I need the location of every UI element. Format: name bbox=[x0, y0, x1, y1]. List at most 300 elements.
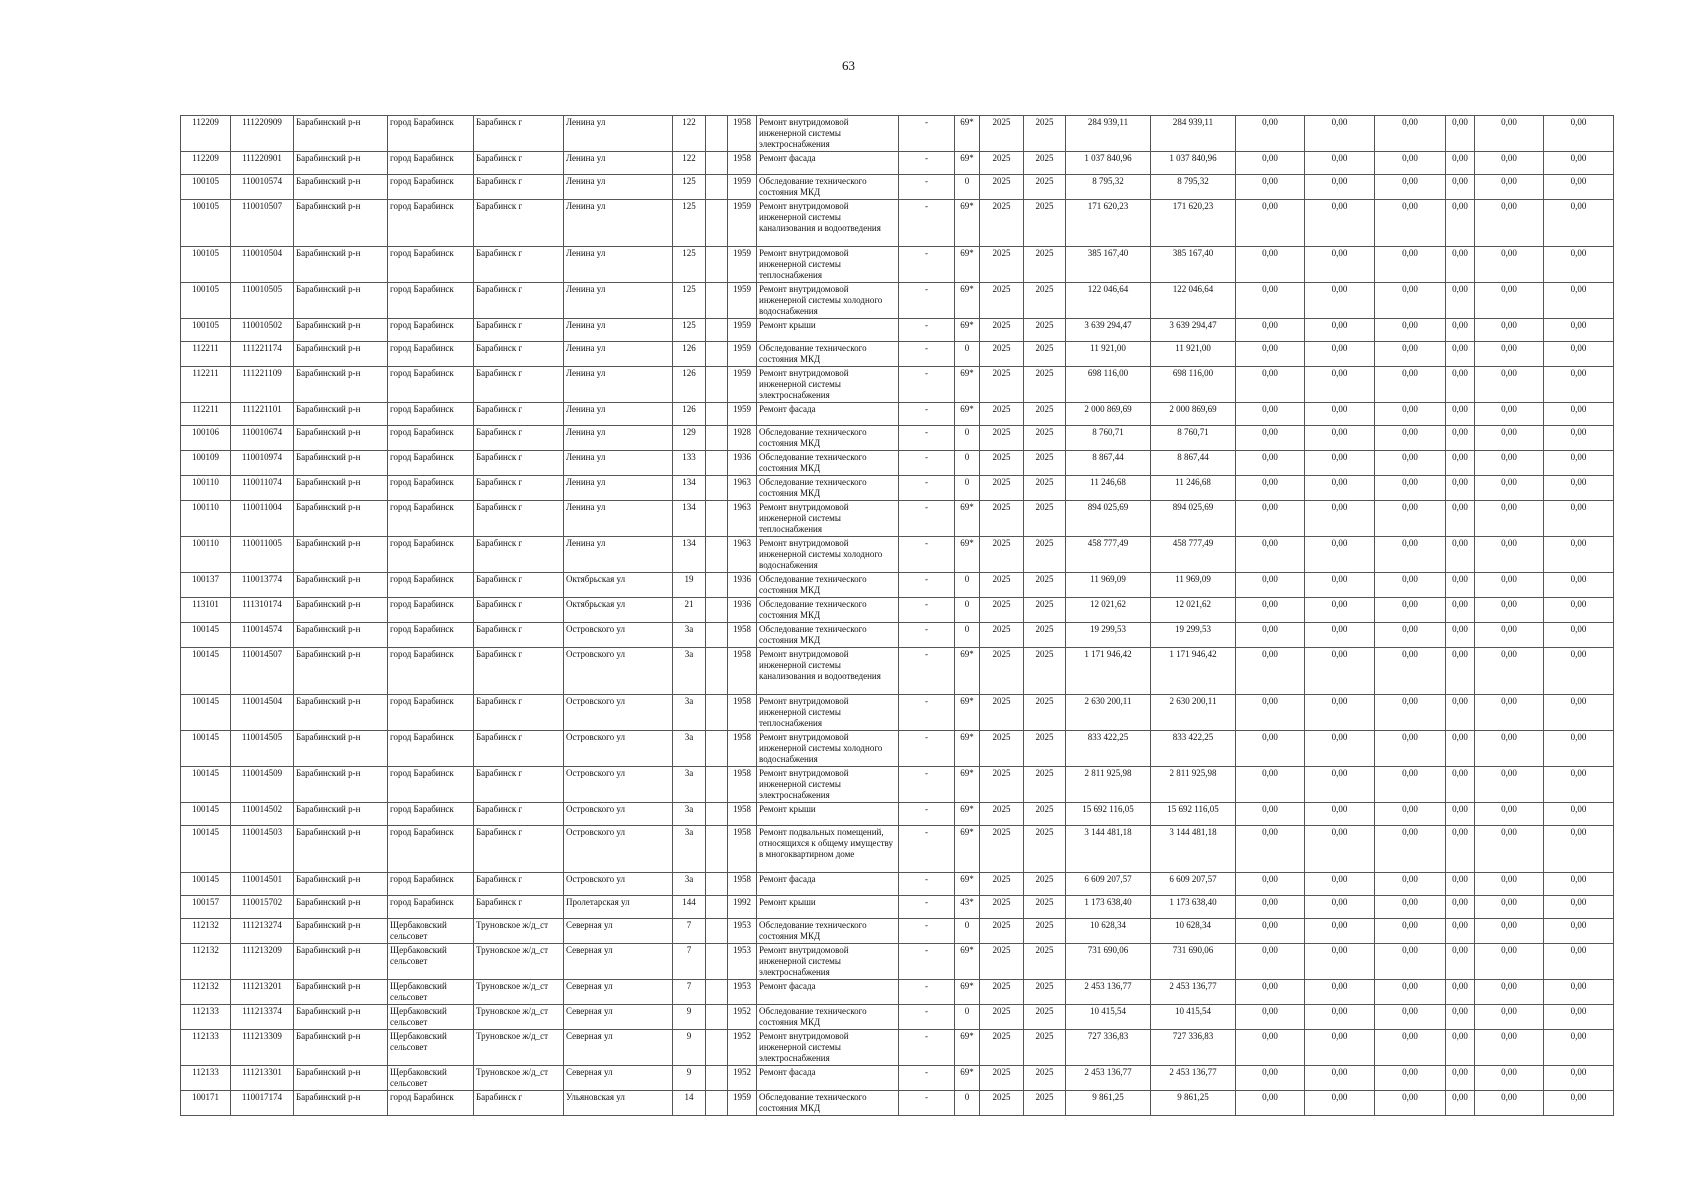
district-cell: Барабинский р-н bbox=[294, 319, 388, 342]
work-type-cell: Ремонт фасада bbox=[757, 152, 899, 175]
table-row bbox=[181, 476, 1614, 501]
end-year-cell: 2025 bbox=[1024, 426, 1066, 451]
start-year-cell: 2025 bbox=[980, 342, 1024, 367]
federal-funds-cell: 0,00 bbox=[1236, 175, 1305, 200]
object-code-cell: 100157 bbox=[181, 896, 231, 919]
other-funds-cell: 0,00 bbox=[1475, 367, 1544, 403]
district-cell: Барабинский р-н bbox=[294, 803, 388, 826]
object-code-cell: 100145 bbox=[181, 826, 231, 873]
build-year-cell: 1958 bbox=[728, 826, 757, 873]
start-year-cell: 2025 bbox=[980, 648, 1024, 695]
regional-funds-cell: 0,00 bbox=[1305, 342, 1375, 367]
local-funds-cell: 0,00 bbox=[1375, 342, 1446, 367]
street-cell: Октябрьская ул bbox=[564, 573, 673, 598]
other-funds-cell: 0,00 bbox=[1475, 1005, 1544, 1030]
table-row bbox=[181, 919, 1614, 944]
fund-cost-cell: 2 000 869,69 bbox=[1151, 403, 1236, 426]
regional-funds-cell: 0,00 bbox=[1305, 623, 1375, 648]
federal-funds-cell: 0,00 bbox=[1236, 1066, 1305, 1091]
table-row bbox=[181, 873, 1614, 896]
work-type-cell: Ремонт внутридомовой инженерной системы теплоснабжения bbox=[757, 247, 899, 283]
settlement-cell: Барабинск г bbox=[474, 152, 564, 175]
work-code-cell: 110013774 bbox=[231, 573, 294, 598]
local-funds-cell: 0,00 bbox=[1375, 695, 1446, 731]
work-code-cell: 110014502 bbox=[231, 803, 294, 826]
work-type-cell: Ремонт внутридомовой инженерной системы канализования и водоотведения bbox=[757, 200, 899, 247]
capital-repair-table bbox=[180, 115, 1614, 1116]
federal-funds-cell: 0,00 bbox=[1236, 116, 1305, 152]
build-year-cell: 1952 bbox=[728, 1066, 757, 1091]
extra-funds-cell: 0,00 bbox=[1544, 919, 1614, 944]
wear-percent-cell: 0 bbox=[955, 1091, 980, 1116]
municipality-cell: Щербаковский сельсовет bbox=[388, 980, 474, 1005]
extra-funds-cell: 0,00 bbox=[1544, 803, 1614, 826]
other-funds-cell: 0,00 bbox=[1475, 695, 1544, 731]
local-funds-cell: 0,00 bbox=[1375, 451, 1446, 476]
settlement-cell: Труновское ж/д_ст bbox=[474, 1005, 564, 1030]
building-cell bbox=[706, 537, 728, 573]
municipality-cell: город Барабинск bbox=[388, 1091, 474, 1116]
municipality-cell: город Барабинск bbox=[388, 175, 474, 200]
fund-cost-cell: 11 969,09 bbox=[1151, 573, 1236, 598]
object-code-cell: 100145 bbox=[181, 767, 231, 803]
end-year-cell: 2025 bbox=[1024, 1066, 1066, 1091]
build-year-cell: 1992 bbox=[728, 896, 757, 919]
building-cell bbox=[706, 944, 728, 980]
settlement-cell: Барабинск г bbox=[474, 451, 564, 476]
end-year-cell: 2025 bbox=[1024, 803, 1066, 826]
other-funds-cell: 0,00 bbox=[1475, 573, 1544, 598]
table-row bbox=[181, 342, 1614, 367]
total-cost-cell: 122 046,64 bbox=[1066, 283, 1151, 319]
local-funds-cell: 0,00 bbox=[1375, 426, 1446, 451]
unit-cell: - bbox=[899, 426, 955, 451]
wear-percent-cell: 69* bbox=[955, 152, 980, 175]
work-code-cell: 110011074 bbox=[231, 476, 294, 501]
owner-funds-cell: 0,00 bbox=[1446, 1030, 1475, 1066]
unit-cell: - bbox=[899, 873, 955, 896]
end-year-cell: 2025 bbox=[1024, 367, 1066, 403]
district-cell: Барабинский р-н bbox=[294, 648, 388, 695]
regional-funds-cell: 0,00 bbox=[1305, 648, 1375, 695]
regional-funds-cell: 0,00 bbox=[1305, 803, 1375, 826]
object-code-cell: 100145 bbox=[181, 648, 231, 695]
object-code-cell: 100145 bbox=[181, 803, 231, 826]
local-funds-cell: 0,00 bbox=[1375, 476, 1446, 501]
house-number-cell: 134 bbox=[673, 537, 706, 573]
object-code-cell: 100145 bbox=[181, 695, 231, 731]
building-cell bbox=[706, 623, 728, 648]
municipality-cell: город Барабинск bbox=[388, 767, 474, 803]
end-year-cell: 2025 bbox=[1024, 944, 1066, 980]
building-cell bbox=[706, 826, 728, 873]
federal-funds-cell: 0,00 bbox=[1236, 598, 1305, 623]
district-cell: Барабинский р-н bbox=[294, 476, 388, 501]
extra-funds-cell: 0,00 bbox=[1544, 403, 1614, 426]
building-cell bbox=[706, 896, 728, 919]
federal-funds-cell: 0,00 bbox=[1236, 319, 1305, 342]
wear-percent-cell: 69* bbox=[955, 873, 980, 896]
owner-funds-cell: 0,00 bbox=[1446, 283, 1475, 319]
regional-funds-cell: 0,00 bbox=[1305, 767, 1375, 803]
other-funds-cell: 0,00 bbox=[1475, 944, 1544, 980]
extra-funds-cell: 0,00 bbox=[1544, 1030, 1614, 1066]
object-code-cell: 113101 bbox=[181, 598, 231, 623]
extra-funds-cell: 0,00 bbox=[1544, 767, 1614, 803]
fund-cost-cell: 284 939,11 bbox=[1151, 116, 1236, 152]
build-year-cell: 1959 bbox=[728, 1091, 757, 1116]
local-funds-cell: 0,00 bbox=[1375, 623, 1446, 648]
wear-percent-cell: 69* bbox=[955, 731, 980, 767]
district-cell: Барабинский р-н bbox=[294, 1030, 388, 1066]
build-year-cell: 1963 bbox=[728, 476, 757, 501]
regional-funds-cell: 0,00 bbox=[1305, 200, 1375, 247]
district-cell: Барабинский р-н bbox=[294, 200, 388, 247]
fund-cost-cell: 2 630 200,11 bbox=[1151, 695, 1236, 731]
settlement-cell: Труновское ж/д_ст bbox=[474, 944, 564, 980]
other-funds-cell: 0,00 bbox=[1475, 648, 1544, 695]
owner-funds-cell: 0,00 bbox=[1446, 919, 1475, 944]
extra-funds-cell: 0,00 bbox=[1544, 1005, 1614, 1030]
house-number-cell: 14 bbox=[673, 1091, 706, 1116]
municipality-cell: город Барабинск bbox=[388, 116, 474, 152]
fund-cost-cell: 2 453 136,77 bbox=[1151, 980, 1236, 1005]
district-cell: Барабинский р-н bbox=[294, 695, 388, 731]
regional-funds-cell: 0,00 bbox=[1305, 476, 1375, 501]
local-funds-cell: 0,00 bbox=[1375, 803, 1446, 826]
regional-funds-cell: 0,00 bbox=[1305, 919, 1375, 944]
federal-funds-cell: 0,00 bbox=[1236, 944, 1305, 980]
regional-funds-cell: 0,00 bbox=[1305, 1005, 1375, 1030]
work-code-cell: 110010504 bbox=[231, 247, 294, 283]
start-year-cell: 2025 bbox=[980, 573, 1024, 598]
municipality-cell: город Барабинск bbox=[388, 573, 474, 598]
total-cost-cell: 1 173 638,40 bbox=[1066, 896, 1151, 919]
total-cost-cell: 10 628,34 bbox=[1066, 919, 1151, 944]
wear-percent-cell: 69* bbox=[955, 501, 980, 537]
table-row bbox=[181, 283, 1614, 319]
regional-funds-cell: 0,00 bbox=[1305, 944, 1375, 980]
fund-cost-cell: 833 422,25 bbox=[1151, 731, 1236, 767]
building-cell bbox=[706, 919, 728, 944]
work-type-cell: Ремонт внутридомовой инженерной системы теплоснабжения bbox=[757, 695, 899, 731]
table-row bbox=[181, 695, 1614, 731]
street-cell: Островского ул bbox=[564, 695, 673, 731]
municipality-cell: Щербаковский сельсовет bbox=[388, 1066, 474, 1091]
start-year-cell: 2025 bbox=[980, 367, 1024, 403]
building-cell bbox=[706, 403, 728, 426]
table-row bbox=[181, 247, 1614, 283]
local-funds-cell: 0,00 bbox=[1375, 980, 1446, 1005]
work-code-cell: 110011004 bbox=[231, 501, 294, 537]
object-code-cell: 100106 bbox=[181, 426, 231, 451]
build-year-cell: 1963 bbox=[728, 501, 757, 537]
house-number-cell: 7 bbox=[673, 944, 706, 980]
wear-percent-cell: 0 bbox=[955, 598, 980, 623]
settlement-cell: Барабинск г bbox=[474, 116, 564, 152]
object-code-cell: 112132 bbox=[181, 919, 231, 944]
settlement-cell: Барабинск г bbox=[474, 803, 564, 826]
district-cell: Барабинский р-н bbox=[294, 826, 388, 873]
house-number-cell: 3а bbox=[673, 731, 706, 767]
house-number-cell: 126 bbox=[673, 403, 706, 426]
local-funds-cell: 0,00 bbox=[1375, 247, 1446, 283]
object-code-cell: 112132 bbox=[181, 944, 231, 980]
total-cost-cell: 11 921,00 bbox=[1066, 342, 1151, 367]
object-code-cell: 112133 bbox=[181, 1005, 231, 1030]
other-funds-cell: 0,00 bbox=[1475, 319, 1544, 342]
owner-funds-cell: 0,00 bbox=[1446, 116, 1475, 152]
street-cell: Островского ул bbox=[564, 826, 673, 873]
start-year-cell: 2025 bbox=[980, 896, 1024, 919]
municipality-cell: город Барабинск bbox=[388, 367, 474, 403]
owner-funds-cell: 0,00 bbox=[1446, 152, 1475, 175]
district-cell: Барабинский р-н bbox=[294, 537, 388, 573]
municipality-cell: город Барабинск bbox=[388, 476, 474, 501]
end-year-cell: 2025 bbox=[1024, 451, 1066, 476]
district-cell: Барабинский р-н bbox=[294, 944, 388, 980]
house-number-cell: 133 bbox=[673, 451, 706, 476]
street-cell: Ленина ул bbox=[564, 342, 673, 367]
building-cell bbox=[706, 319, 728, 342]
other-funds-cell: 0,00 bbox=[1475, 283, 1544, 319]
building-cell bbox=[706, 1005, 728, 1030]
build-year-cell: 1953 bbox=[728, 944, 757, 980]
start-year-cell: 2025 bbox=[980, 695, 1024, 731]
work-type-cell: Обследование технического состояния МКД bbox=[757, 919, 899, 944]
settlement-cell: Барабинск г bbox=[474, 403, 564, 426]
house-number-cell: 3а bbox=[673, 803, 706, 826]
municipality-cell: город Барабинск bbox=[388, 152, 474, 175]
build-year-cell: 1958 bbox=[728, 767, 757, 803]
federal-funds-cell: 0,00 bbox=[1236, 803, 1305, 826]
start-year-cell: 2025 bbox=[980, 247, 1024, 283]
work-code-cell: 110014503 bbox=[231, 826, 294, 873]
end-year-cell: 2025 bbox=[1024, 116, 1066, 152]
owner-funds-cell: 0,00 bbox=[1446, 319, 1475, 342]
work-code-cell: 111220909 bbox=[231, 116, 294, 152]
district-cell: Барабинский р-н bbox=[294, 598, 388, 623]
other-funds-cell: 0,00 bbox=[1475, 116, 1544, 152]
other-funds-cell: 0,00 bbox=[1475, 152, 1544, 175]
local-funds-cell: 0,00 bbox=[1375, 403, 1446, 426]
extra-funds-cell: 0,00 bbox=[1544, 573, 1614, 598]
build-year-cell: 1959 bbox=[728, 175, 757, 200]
fund-cost-cell: 8 760,71 bbox=[1151, 426, 1236, 451]
table-row bbox=[181, 980, 1614, 1005]
start-year-cell: 2025 bbox=[980, 826, 1024, 873]
end-year-cell: 2025 bbox=[1024, 200, 1066, 247]
total-cost-cell: 385 167,40 bbox=[1066, 247, 1151, 283]
build-year-cell: 1936 bbox=[728, 598, 757, 623]
building-cell bbox=[706, 1030, 728, 1066]
wear-percent-cell: 69* bbox=[955, 767, 980, 803]
unit-cell: - bbox=[899, 283, 955, 319]
house-number-cell: 3а bbox=[673, 873, 706, 896]
owner-funds-cell: 0,00 bbox=[1446, 426, 1475, 451]
other-funds-cell: 0,00 bbox=[1475, 200, 1544, 247]
unit-cell: - bbox=[899, 1066, 955, 1091]
work-code-cell: 111221101 bbox=[231, 403, 294, 426]
settlement-cell: Барабинск г bbox=[474, 767, 564, 803]
other-funds-cell: 0,00 bbox=[1475, 598, 1544, 623]
district-cell: Барабинский р-н bbox=[294, 426, 388, 451]
settlement-cell: Труновское ж/д_ст bbox=[474, 1030, 564, 1066]
street-cell: Островского ул bbox=[564, 623, 673, 648]
street-cell: Островского ул bbox=[564, 803, 673, 826]
street-cell: Ульяновская ул bbox=[564, 1091, 673, 1116]
build-year-cell: 1953 bbox=[728, 919, 757, 944]
house-number-cell: 134 bbox=[673, 476, 706, 501]
unit-cell: - bbox=[899, 342, 955, 367]
district-cell: Барабинский р-н bbox=[294, 623, 388, 648]
house-number-cell: 3а bbox=[673, 623, 706, 648]
total-cost-cell: 698 116,00 bbox=[1066, 367, 1151, 403]
owner-funds-cell: 0,00 bbox=[1446, 1066, 1475, 1091]
regional-funds-cell: 0,00 bbox=[1305, 152, 1375, 175]
table-body bbox=[181, 116, 1614, 1116]
total-cost-cell: 11 969,09 bbox=[1066, 573, 1151, 598]
street-cell: Пролетарская ул bbox=[564, 896, 673, 919]
district-cell: Барабинский р-н bbox=[294, 731, 388, 767]
local-funds-cell: 0,00 bbox=[1375, 1005, 1446, 1030]
settlement-cell: Барабинск г bbox=[474, 283, 564, 319]
unit-cell: - bbox=[899, 319, 955, 342]
municipality-cell: город Барабинск bbox=[388, 648, 474, 695]
other-funds-cell: 0,00 bbox=[1475, 873, 1544, 896]
unit-cell: - bbox=[899, 919, 955, 944]
building-cell bbox=[706, 200, 728, 247]
regional-funds-cell: 0,00 bbox=[1305, 116, 1375, 152]
settlement-cell: Барабинск г bbox=[474, 873, 564, 896]
start-year-cell: 2025 bbox=[980, 944, 1024, 980]
work-code-cell: 111213301 bbox=[231, 1066, 294, 1091]
building-cell bbox=[706, 980, 728, 1005]
object-code-cell: 100105 bbox=[181, 247, 231, 283]
other-funds-cell: 0,00 bbox=[1475, 803, 1544, 826]
wear-percent-cell: 69* bbox=[955, 537, 980, 573]
end-year-cell: 2025 bbox=[1024, 648, 1066, 695]
fund-cost-cell: 11 246,68 bbox=[1151, 476, 1236, 501]
settlement-cell: Барабинск г bbox=[474, 175, 564, 200]
fund-cost-cell: 10 628,34 bbox=[1151, 919, 1236, 944]
owner-funds-cell: 0,00 bbox=[1446, 537, 1475, 573]
regional-funds-cell: 0,00 bbox=[1305, 598, 1375, 623]
work-type-cell: Обследование технического состояния МКД bbox=[757, 476, 899, 501]
fund-cost-cell: 698 116,00 bbox=[1151, 367, 1236, 403]
settlement-cell: Барабинск г bbox=[474, 426, 564, 451]
table-row bbox=[181, 367, 1614, 403]
fund-cost-cell: 1 037 840,96 bbox=[1151, 152, 1236, 175]
other-funds-cell: 0,00 bbox=[1475, 175, 1544, 200]
district-cell: Барабинский р-н bbox=[294, 116, 388, 152]
street-cell: Северная ул bbox=[564, 1030, 673, 1066]
total-cost-cell: 12 021,62 bbox=[1066, 598, 1151, 623]
work-code-cell: 110014509 bbox=[231, 767, 294, 803]
start-year-cell: 2025 bbox=[980, 501, 1024, 537]
unit-cell: - bbox=[899, 200, 955, 247]
owner-funds-cell: 0,00 bbox=[1446, 980, 1475, 1005]
build-year-cell: 1958 bbox=[728, 695, 757, 731]
district-cell: Барабинский р-н bbox=[294, 247, 388, 283]
unit-cell: - bbox=[899, 152, 955, 175]
build-year-cell: 1959 bbox=[728, 200, 757, 247]
total-cost-cell: 2 630 200,11 bbox=[1066, 695, 1151, 731]
owner-funds-cell: 0,00 bbox=[1446, 1091, 1475, 1116]
work-type-cell: Ремонт внутридомовой инженерной системы электроснабжения bbox=[757, 1030, 899, 1066]
start-year-cell: 2025 bbox=[980, 1066, 1024, 1091]
end-year-cell: 2025 bbox=[1024, 476, 1066, 501]
house-number-cell: 3а bbox=[673, 767, 706, 803]
house-number-cell: 129 bbox=[673, 426, 706, 451]
work-code-cell: 110010507 bbox=[231, 200, 294, 247]
object-code-cell: 100145 bbox=[181, 731, 231, 767]
local-funds-cell: 0,00 bbox=[1375, 1066, 1446, 1091]
build-year-cell: 1958 bbox=[728, 116, 757, 152]
object-code-cell: 112209 bbox=[181, 116, 231, 152]
work-code-cell: 110017174 bbox=[231, 1091, 294, 1116]
extra-funds-cell: 0,00 bbox=[1544, 1066, 1614, 1091]
build-year-cell: 1958 bbox=[728, 803, 757, 826]
work-type-cell: Обследование технического состояния МКД bbox=[757, 623, 899, 648]
table-row bbox=[181, 451, 1614, 476]
start-year-cell: 2025 bbox=[980, 919, 1024, 944]
table-row bbox=[181, 767, 1614, 803]
extra-funds-cell: 0,00 bbox=[1544, 537, 1614, 573]
owner-funds-cell: 0,00 bbox=[1446, 175, 1475, 200]
start-year-cell: 2025 bbox=[980, 767, 1024, 803]
start-year-cell: 2025 bbox=[980, 116, 1024, 152]
regional-funds-cell: 0,00 bbox=[1305, 403, 1375, 426]
extra-funds-cell: 0,00 bbox=[1544, 152, 1614, 175]
start-year-cell: 2025 bbox=[980, 319, 1024, 342]
local-funds-cell: 0,00 bbox=[1375, 537, 1446, 573]
unit-cell: - bbox=[899, 247, 955, 283]
total-cost-cell: 8 867,44 bbox=[1066, 451, 1151, 476]
wear-percent-cell: 69* bbox=[955, 116, 980, 152]
regional-funds-cell: 0,00 bbox=[1305, 1030, 1375, 1066]
settlement-cell: Труновское ж/д_ст bbox=[474, 1066, 564, 1091]
municipality-cell: город Барабинск bbox=[388, 200, 474, 247]
owner-funds-cell: 0,00 bbox=[1446, 598, 1475, 623]
start-year-cell: 2025 bbox=[980, 175, 1024, 200]
regional-funds-cell: 0,00 bbox=[1305, 451, 1375, 476]
settlement-cell: Барабинск г bbox=[474, 573, 564, 598]
other-funds-cell: 0,00 bbox=[1475, 1066, 1544, 1091]
municipality-cell: город Барабинск bbox=[388, 803, 474, 826]
local-funds-cell: 0,00 bbox=[1375, 175, 1446, 200]
work-code-cell: 111213309 bbox=[231, 1030, 294, 1066]
street-cell: Островского ул bbox=[564, 873, 673, 896]
district-cell: Барабинский р-н bbox=[294, 367, 388, 403]
work-type-cell: Ремонт внутридомовой инженерной системы электроснабжения bbox=[757, 944, 899, 980]
street-cell: Островского ул bbox=[564, 648, 673, 695]
other-funds-cell: 0,00 bbox=[1475, 1091, 1544, 1116]
start-year-cell: 2025 bbox=[980, 200, 1024, 247]
building-cell bbox=[706, 283, 728, 319]
owner-funds-cell: 0,00 bbox=[1446, 200, 1475, 247]
fund-cost-cell: 2 811 925,98 bbox=[1151, 767, 1236, 803]
build-year-cell: 1952 bbox=[728, 1030, 757, 1066]
end-year-cell: 2025 bbox=[1024, 403, 1066, 426]
total-cost-cell: 1 037 840,96 bbox=[1066, 152, 1151, 175]
local-funds-cell: 0,00 bbox=[1375, 501, 1446, 537]
street-cell: Северная ул bbox=[564, 944, 673, 980]
end-year-cell: 2025 bbox=[1024, 623, 1066, 648]
extra-funds-cell: 0,00 bbox=[1544, 319, 1614, 342]
extra-funds-cell: 0,00 bbox=[1544, 944, 1614, 980]
work-code-cell: 110014504 bbox=[231, 695, 294, 731]
